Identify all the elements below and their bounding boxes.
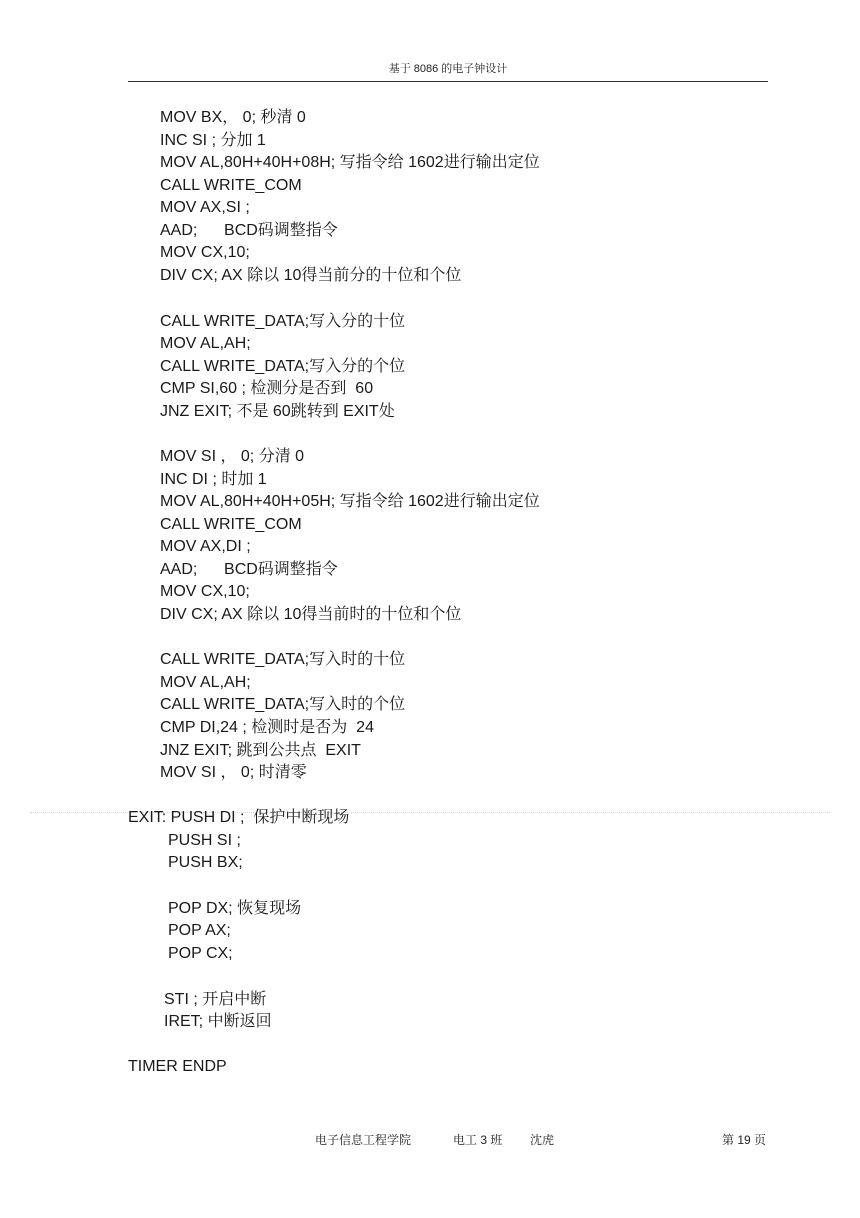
code-line: PUSH SI ; [168,832,241,849]
code-line: MOV CX,10; [160,244,250,261]
code-line: CMP DI,24 ; 检测时是否为 24 [160,719,374,736]
code-line-endp: TIMER ENDP [128,1058,227,1075]
code-line: INC DI ; 时加 1 [160,471,267,488]
code-line: MOV SI ， 0; 分清 0 [160,448,305,465]
exit-label-line: EXIT: PUSH DI ; 保护中断现场 [128,809,350,826]
footer-page-number: 第 19 页 [722,1133,767,1147]
code-line: JNZ EXIT; 不是 60跳转到 EXIT处 [160,403,395,420]
code-line: MOV AX,DI ; [160,538,251,555]
code-line: MOV AL,AH; [160,335,251,352]
code-line: CALL WRITE_COM [160,516,302,533]
footer-author: 沈虎 [530,1133,555,1147]
code-line: CALL WRITE_COM [160,177,302,194]
footer-school: 电子信息工程学院 [315,1133,412,1147]
code-line: INC SI ; 分加 1 [160,132,266,149]
code-line: POP CX; [168,945,233,962]
code-line: JNZ EXIT; 跳到公共点 EXIT [160,742,361,759]
code-line: MOV AX,SI ; [160,199,250,216]
code-line: DIV CX; AX 除以 10得当前时的十位和个位 [160,606,462,623]
code-line: POP DX; 恢复现场 [168,900,302,917]
page-header: 基于 8086 的电子钟设计 [388,63,508,75]
code-line: IRET; 中断返回 [164,1013,272,1030]
code-line: AAD; BCD码调整指令 [160,561,338,578]
code-line: MOV SI ， 0; 时清零 [160,764,307,781]
code-line: CALL WRITE_DATA;写入时的十位 [160,651,406,668]
code-line: CALL WRITE_DATA;写入分的十位 [160,313,406,330]
header-rule [128,81,768,82]
code-line: CMP SI,60 ; 检测分是否到 60 [160,380,374,397]
code-line: CALL WRITE_DATA;写入时的个位 [160,696,406,713]
code-line: MOV AL,80H+40H+05H; 写指令给 1602进行输出定位 [160,493,540,510]
code-line: POP AX; [168,922,231,939]
footer-class: 电工 3 班 [453,1133,503,1147]
code-line: MOV AL,80H+40H+08H; 写指令给 1602进行输出定位 [160,154,540,171]
code-line: MOV BX， 0; 秒清 0 [160,109,306,126]
code-line: CALL WRITE_DATA;写入分的个位 [160,358,406,375]
code-line: MOV CX,10; [160,583,250,600]
code-line: STI ; 开启中断 [164,991,267,1008]
code-line: PUSH BX; [168,854,243,871]
code-line: MOV AL,AH; [160,674,251,691]
code-line: DIV CX; AX 除以 10得当前分的十位和个位 [160,267,462,284]
code-line: AAD; BCD码调整指令 [160,222,338,239]
